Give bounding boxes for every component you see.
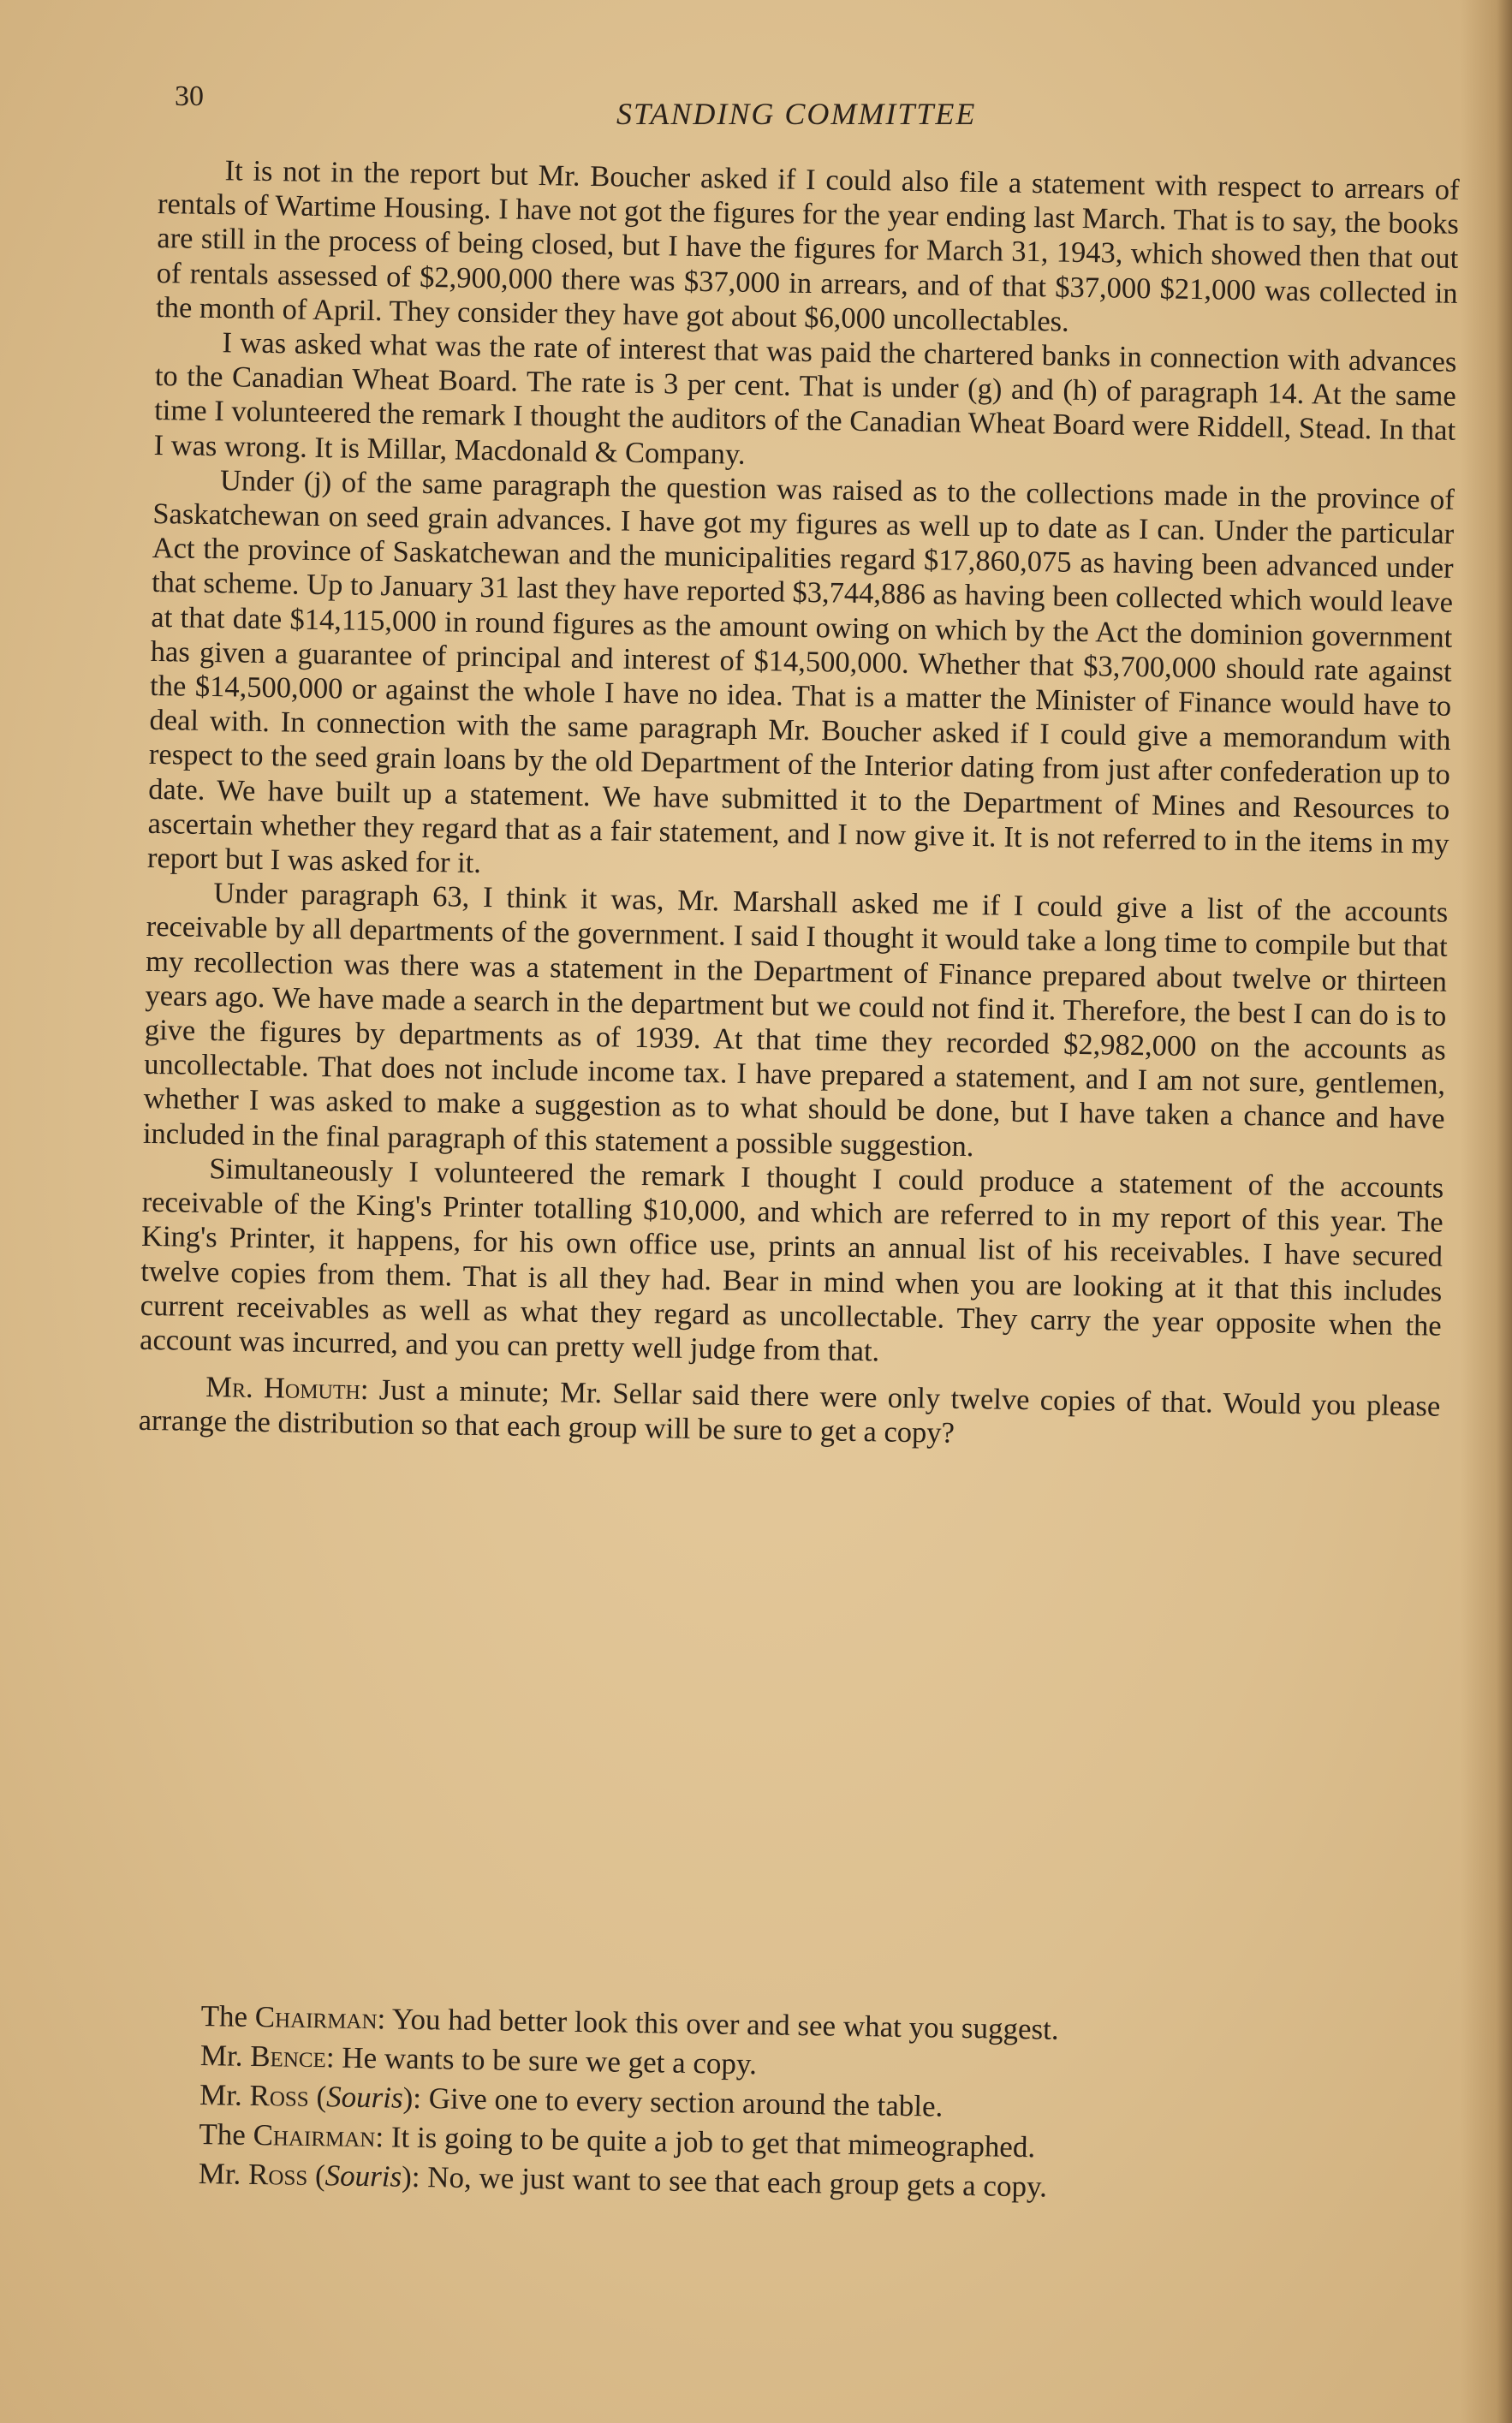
paragraph-interest-rate: I was asked what was the rate of interest that was paid the chartered banks in connection with advances to the Canadian Wheat Board. The rate is 3 per cent. That is under (g) and (h) of paragraph 14. At the same time I volunteered the remark I thought the auditors of the Canadian Wheat Board were Riddell, Stead. In that I was wrong. It is Millar, Macdonald & Company. bbox=[153, 326, 1457, 471]
speech-text: : Just a minute; Mr. Sellar said there were only twelve copies of that. Would you please arrange the distribution so that each group will be sure to get a copy? bbox=[138, 1372, 1441, 1450]
paragraph-homuth bbox=[138, 1369, 1440, 1458]
running-title: STANDING COMMITTEE bbox=[616, 97, 977, 131]
speech-text: : He wants to be sure we get a copy. bbox=[325, 2040, 758, 2081]
body-text bbox=[138, 152, 1459, 1458]
speaker-name: Chairman bbox=[253, 2117, 376, 2154]
speaker-prefix: Mr. bbox=[199, 2077, 250, 2112]
speech-text: : It is going to be quite a job to get that mimeographed. bbox=[375, 2120, 1036, 2164]
speech-text: : No, we just want to see that each group gets a copy. bbox=[411, 2159, 1048, 2204]
dialogue-block bbox=[198, 1997, 1450, 2213]
speaker-prefix: Mr. bbox=[199, 2038, 251, 2073]
paragraph-seed-grain: Under (j) of the same paragraph the question was raised as to the collections made in the province of Saskatchewan on seed grain advances. I have got my figures as well up to date as I can. Under the particular Act the province of Saskatchewan and the municipalities regard $17,860,075 as having been advanced under that scheme. Up to January 31 last they have reported $3,744,886 as having been collected which would leave at that date $14,115,000 in round figures as the amount owing on which by the Act the dominion government has given a guarantee of principal and interest of $14,500,000. Whether that $3,700,000 should rate against the $14,500,000 or against the whole I have no idea. That is a matter the Minister of Finance would have to deal with. In connection with the same paragraph Mr. Boucher asked if I could give a memorandum with respect to the seed grain loans by the old Department of the Interior dating from just after confederation up to date. We have built up a statement. We have submitted it to the Department of Mines and Resources to ascertain whether they regard that as a fair statement, and I now give it. It is not referred to in the items in my report but I was asked for it. bbox=[146, 464, 1455, 880]
riding-name: Souris bbox=[324, 2158, 402, 2194]
page-number: 30 bbox=[175, 80, 204, 112]
speaker-prefix: The bbox=[200, 1998, 256, 2033]
paragraph-wartime-housing: It is not in the report but Mr. Boucher asked if I could also file a statement with respect to arrears of rentals of Wartime Housing. I have not got the figures for the year ending last March. That is to say, the books are still in the process of being closed, but I have the figures for March 31, 1943, which showed then that out of rentals assessed of $2,900,000 there was $37,000 in arrears, and of that $37,000 $21,000 was collected in the month of April. They consider they have got about $6,000 uncollectables. bbox=[155, 154, 1460, 338]
riding-name: Souris bbox=[325, 2080, 403, 2115]
page-edge-shadow bbox=[1461, 0, 1512, 2423]
paragraph-accounts-receivable: Under paragraph 63, I think it was, Mr. Marshall asked me if I could give a list of the accounts receivable by all departments of the government. I said I thought it would take a long time to compile but that my recollection was there was a statement in the Department of Finance prepared about twelve or thirteen years ago. We have made a search in the department but we could not find it. Therefore, the best I can do is to give the figures by departments as of 1939. At that time they recorded $2,982,000 on the accounts as uncollectable. That does not include income tax. I have prepared a statement, and I am not sure, gentlemen, whether I was asked to make a suggestion as to what should be done, but I have taken a chance and have included in the final paragraph of this statement a possible suggestion. bbox=[142, 877, 1449, 1163]
speaker-prefix: Mr. bbox=[198, 2156, 249, 2191]
speaker-name: Ross bbox=[249, 2078, 310, 2113]
dialogue-line: Mr. Ross (Souris): No, we just want to see that each group gets a copy. bbox=[198, 2156, 1048, 2204]
speech-text: : You had better look this over and see what you suggest. bbox=[377, 2002, 1059, 2046]
speaker-name: Chairman bbox=[254, 1999, 378, 2036]
paragraph-kings-printer: Simultaneously I volunteered the remark I thought I could produce a statement of the accounts receivable of the King's Printer totalling $10,000, and which are referred to in my report of this year. The King's Printer, it happens, for his own office use, prints an annual list of his receivables. I have secured twelve copies from them. That is all they had. Bear in mind when you are looking at it that this includes current receivables as well as what they regard as uncollectable. They carry the year opposite when the account was incurred, and you can pretty well judge from that. bbox=[139, 1152, 1444, 1368]
dialogue-line: Mr. Ross (Souris): Give one to every section around the table. bbox=[199, 2077, 944, 2123]
speaker-name: Bence bbox=[249, 2039, 327, 2075]
speech-text: : Give one to every section around the table. bbox=[412, 2081, 944, 2123]
speaker-name: Mr. Homuth bbox=[205, 1371, 361, 1406]
speaker-prefix: The bbox=[199, 2116, 253, 2152]
speaker-name: Ross bbox=[247, 2157, 308, 2192]
